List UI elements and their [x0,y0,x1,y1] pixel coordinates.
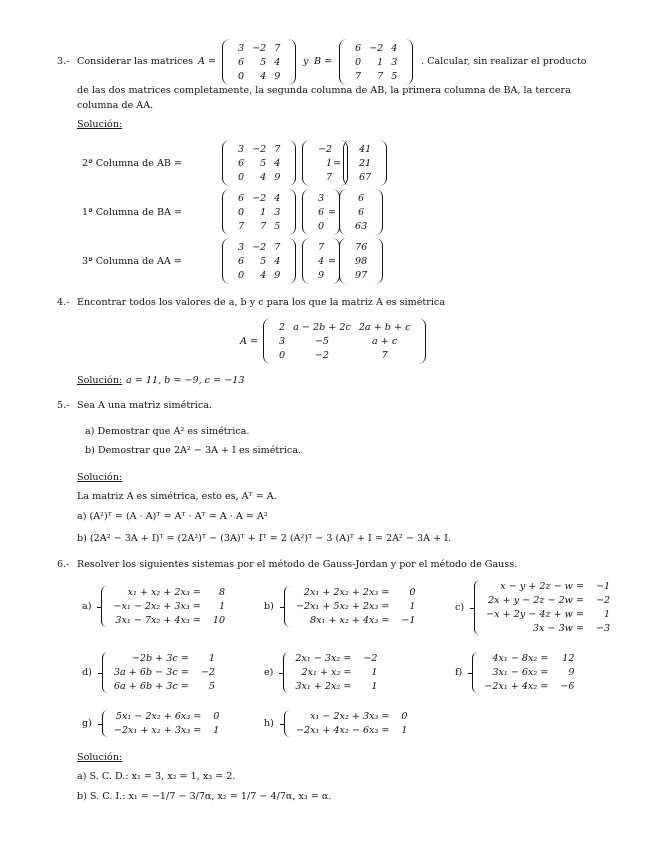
p3-aa-matrix-a: 3 −2 7 6 5 4 0 4 9 [222,238,296,284]
p3-number: 3.- [57,56,70,67]
p4-solution-heading: Solución: [77,375,123,386]
p5-sol-line1: La matriz A es simétrica, esto es, Aᵀ = A. [77,491,277,502]
p3-aa-equals: = [328,256,337,267]
p3-ba-label: 1ª Columna de BA = [82,207,183,218]
p3-aa-result: 76 98 97 [339,238,383,284]
p6-solution-a: a) S. C. D.: x₁ = 3, x₂ = 1, x₃ = 2. [77,771,236,782]
p5-sol-line3: b) (2A² − 3A + I)ᵀ = (2A²)ᵀ − (3A)ᵀ + Iᵀ = 2 (A²)ᵀ − 3 (A)ᵀ + I = 2A² − 3A + I. [77,533,451,544]
p6-solution-heading: Solución: [77,752,123,763]
p3-matrix-b: 6 −2 4 0 1 3 7 7 5 [339,39,413,85]
p4-matrix-a: 2 a − 2b + 2c 2a + b + c 3 −5 a + c 0 −2 7 [263,318,426,364]
p3-ba-matrix-b: 6 −2 4 0 1 3 7 7 5 [222,189,296,235]
p5-item-b: b) Demostrar que 2A² − 3A + I es simétrica. [85,445,302,456]
p6-system-d: d) −2b + 3c = 1 3a + 6b − 3c = −2 6a + 6b + 3c = 5 [82,653,215,692]
p3-ba-equals: = [328,207,337,218]
p3-ab-result: 41 21 67 [343,140,387,186]
p5-item-a: a) Demostrar que A² es simétrica. [85,426,250,437]
p5-text: Sea A una matriz simétrica. [77,400,212,411]
p6-system-h: h) x₁ − 2x₂ + 3x₃ = 0 −2x₁ + 4x₂ − 6x₃ = 1 [264,711,408,736]
p3-intro: Considerar las matrices [77,56,194,67]
p6-system-e: e) 2x₁ − 3x₂ = −2 2x₁ + x₂ = 1 3x₁ + 2x₂ = 1 [264,653,378,692]
p3-ab-matrix-a: 3 −2 7 6 5 4 0 4 9 [222,140,296,186]
p3-ba-result: 6 6 63 [339,189,383,235]
p3-matrix-a: 3 −2 7 6 5 4 0 4 9 [222,39,296,85]
p6-text: Resolver los siguientes sistemas por el método de Gauss-Jordan y por el método de Gauss. [77,559,518,570]
p5-solution-heading: Solución: [77,472,123,483]
p3-line3: columna de AA. [77,100,154,111]
p6-number: 6.- [57,559,70,570]
p3-ab-label: 2ª Columna de AB = [82,158,183,169]
p4-text: Encontrar todos los valores de a, b y c para los que la matriz A es simétrica [77,297,445,308]
p6-system-a: a) x₁ + x₂ + 2x₃ = 8 −x₁ − 2x₂ + 3x₃ = 1 3x₁ − 7x₂ + 4x₃ = 10 [82,587,226,626]
p4-a-label: A = [240,336,259,347]
p3-ab-column-vector: −2 1 7 [302,140,348,186]
p6-system-f: f) 4x₁ − 8x₂ = 12 3x₁ − 6x₂ = 9 −2x₁ + 4x₂ = −6 [455,653,575,692]
p6-solution-b: b) S. C. I.: x₁ = −1/7 − 3/7α, x₂ = 1/7 − 4/7α, x₃ = α. [77,791,332,802]
p5-sol-line2: a) (A²)ᵀ = (A · A)ᵀ = Aᵀ · Aᵀ = A · A = A² [77,511,268,522]
p3-solution-heading: Solución: [77,119,123,130]
p3-a-label: A = [198,56,217,67]
p3-ab-equals: = [333,158,342,169]
p4-solution-text: a = 11, b = −9, c = −13 [126,375,245,386]
p3-aa-label: 3ª Columna de AA = [82,256,182,267]
p3-b-label: B = [314,56,333,67]
p6-system-b: b) 2x₁ + 2x₂ + 2x₃ = 0 −2x₁ + 5x₂ + 2x₃ = 1 8x₁ + x₂ + 4x₃ = −1 [264,587,416,626]
p5-number: 5.- [57,400,70,411]
p3-line2: de las dos matrices completamente, la segunda columna de AB, la primera columna de BA, la tercera [77,85,571,96]
p3-aa-column-vector: 7 4 9 [302,238,340,284]
p4-number: 4.- [57,297,70,308]
p6-system-c: c) x − y + 2z − w = −1 2x + y − 2z − 2w = −2 −x + 2y − 4z + w = 1 3x − 3w = −3 [455,581,611,634]
p3-y: y [303,56,309,67]
p6-system-g: g) 5x₁ − 2x₂ + 6x₃ = 0 −2x₁ + x₂ + 3x₃ = 1 [82,711,220,736]
p3-rest: . Calcular, sin realizar el producto [421,56,587,67]
p3-ba-column-vector: 3 6 0 [302,189,340,235]
